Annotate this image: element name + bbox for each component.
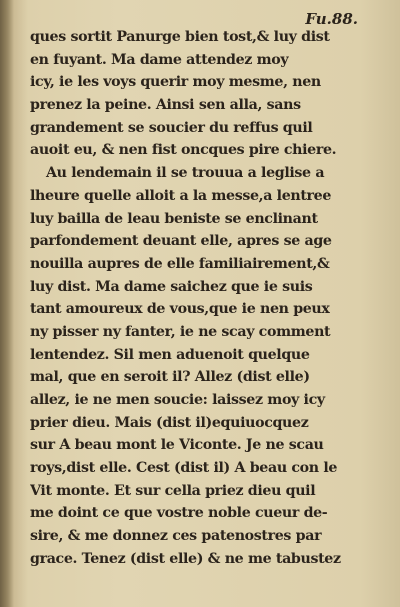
text-line: parfondement deuant elle, apres se age [30,233,332,250]
text-line: lentendez. Sil men aduenoit quelque [30,346,310,363]
text-line: mal, que en seroit il? Allez (dist elle) [30,369,310,386]
text-line: sire, & me donnez ces patenostres par [30,528,322,545]
text-line: roys,dist elle. Cest (dist il) A beau con le [30,460,338,477]
text-line: nouilla aupres de elle familiairement,& [30,255,330,272]
text-line: ques sortit Panurge bien tost,& luy dist [30,29,330,45]
text-line: en fuyant. Ma dame attendez moy [30,51,289,68]
text-line: prenez la peine. Ainsi sen alla, sans [30,97,301,114]
text-line: grandement se soucier du reffus quil [30,119,313,136]
text-line: auoit eu, & nen fist oncques pire chiere. [30,142,337,159]
page-gutter-shadow [0,0,14,607]
text-line: prier dieu. Mais (dist il)equiuocquez [30,414,309,431]
text-block [30,26,384,571]
text-line: tant amoureux de vous,que ie nen peux [30,301,330,318]
text-line: Au lendemain il se trouua a leglise a [46,165,325,182]
text-line: icy, ie les voys querir moy mesme, nen [30,74,321,91]
text-line: allez, ie ne men soucie: laissez moy icy [30,392,325,408]
text-line: ny pisser ny fanter, ie ne scay comment [30,323,331,340]
text-line: luy dist. Ma dame saichez que ie suis [30,278,313,295]
text-line: sur A beau mont le Viconte. Je ne scau [30,437,324,454]
text-line: luy bailla de leau beniste se enclinant [30,210,318,227]
text-line: Vit monte. Et sur cella priez dieu quil [30,482,316,499]
text-line: lheure quelle alloit a la messe,a lentree [30,187,332,204]
text-line: me doint ce que vostre noble cueur de- [30,505,328,522]
text-line: grace. Tenez (dist elle) & ne me tabustez [30,550,341,567]
folio-number: Fu.88. [305,10,358,28]
